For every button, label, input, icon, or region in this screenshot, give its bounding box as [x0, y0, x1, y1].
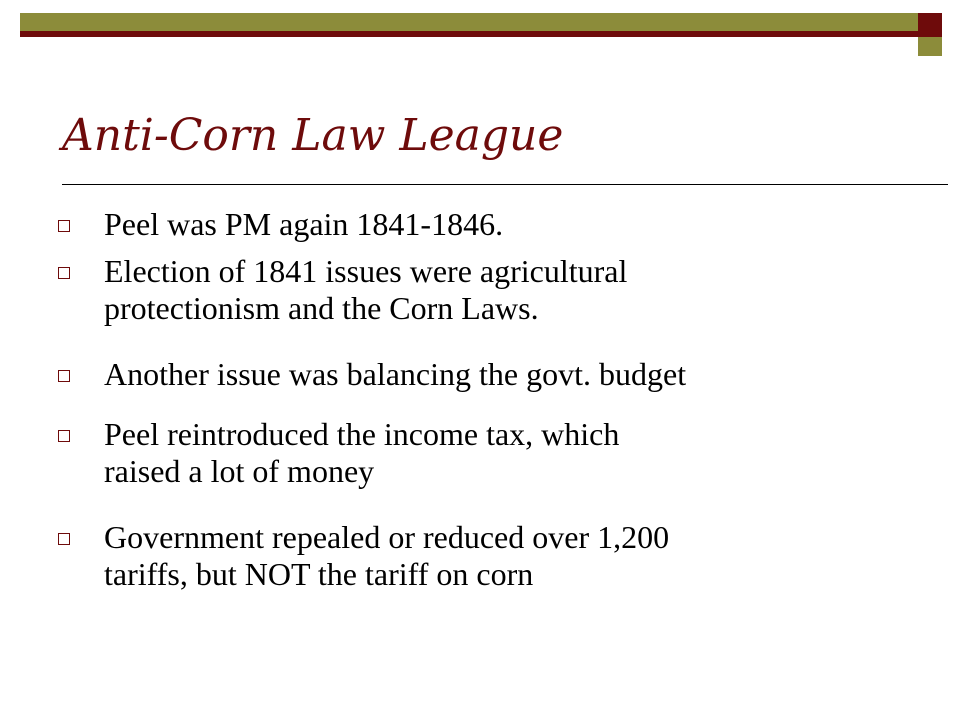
header-band-red — [20, 31, 918, 37]
title-divider — [62, 184, 948, 185]
corner-block-olive — [918, 37, 942, 56]
square-bullet-icon — [58, 220, 70, 232]
square-bullet-icon — [58, 370, 70, 382]
square-bullet-icon — [58, 267, 70, 279]
slide-title: Anti-Corn Law League — [62, 110, 564, 161]
bullet-text: Peel reintroduced the income tax, which raised a lot of money — [104, 416, 620, 489]
square-bullet-icon — [58, 430, 70, 442]
bullet-text: Another issue was balancing the govt. budget — [104, 356, 687, 392]
header-band-olive — [20, 13, 918, 32]
bullet-text: Peel was PM again 1841-1846. — [104, 206, 504, 242]
corner-block-red — [918, 13, 942, 37]
square-bullet-icon — [58, 533, 70, 545]
bullet-text: Election of 1841 issues were agricultural protectionism and the Corn Laws. — [104, 253, 628, 326]
bullet-text: Government repealed or reduced over 1,200 tariffs, but NOT the tariff on corn — [104, 519, 670, 592]
